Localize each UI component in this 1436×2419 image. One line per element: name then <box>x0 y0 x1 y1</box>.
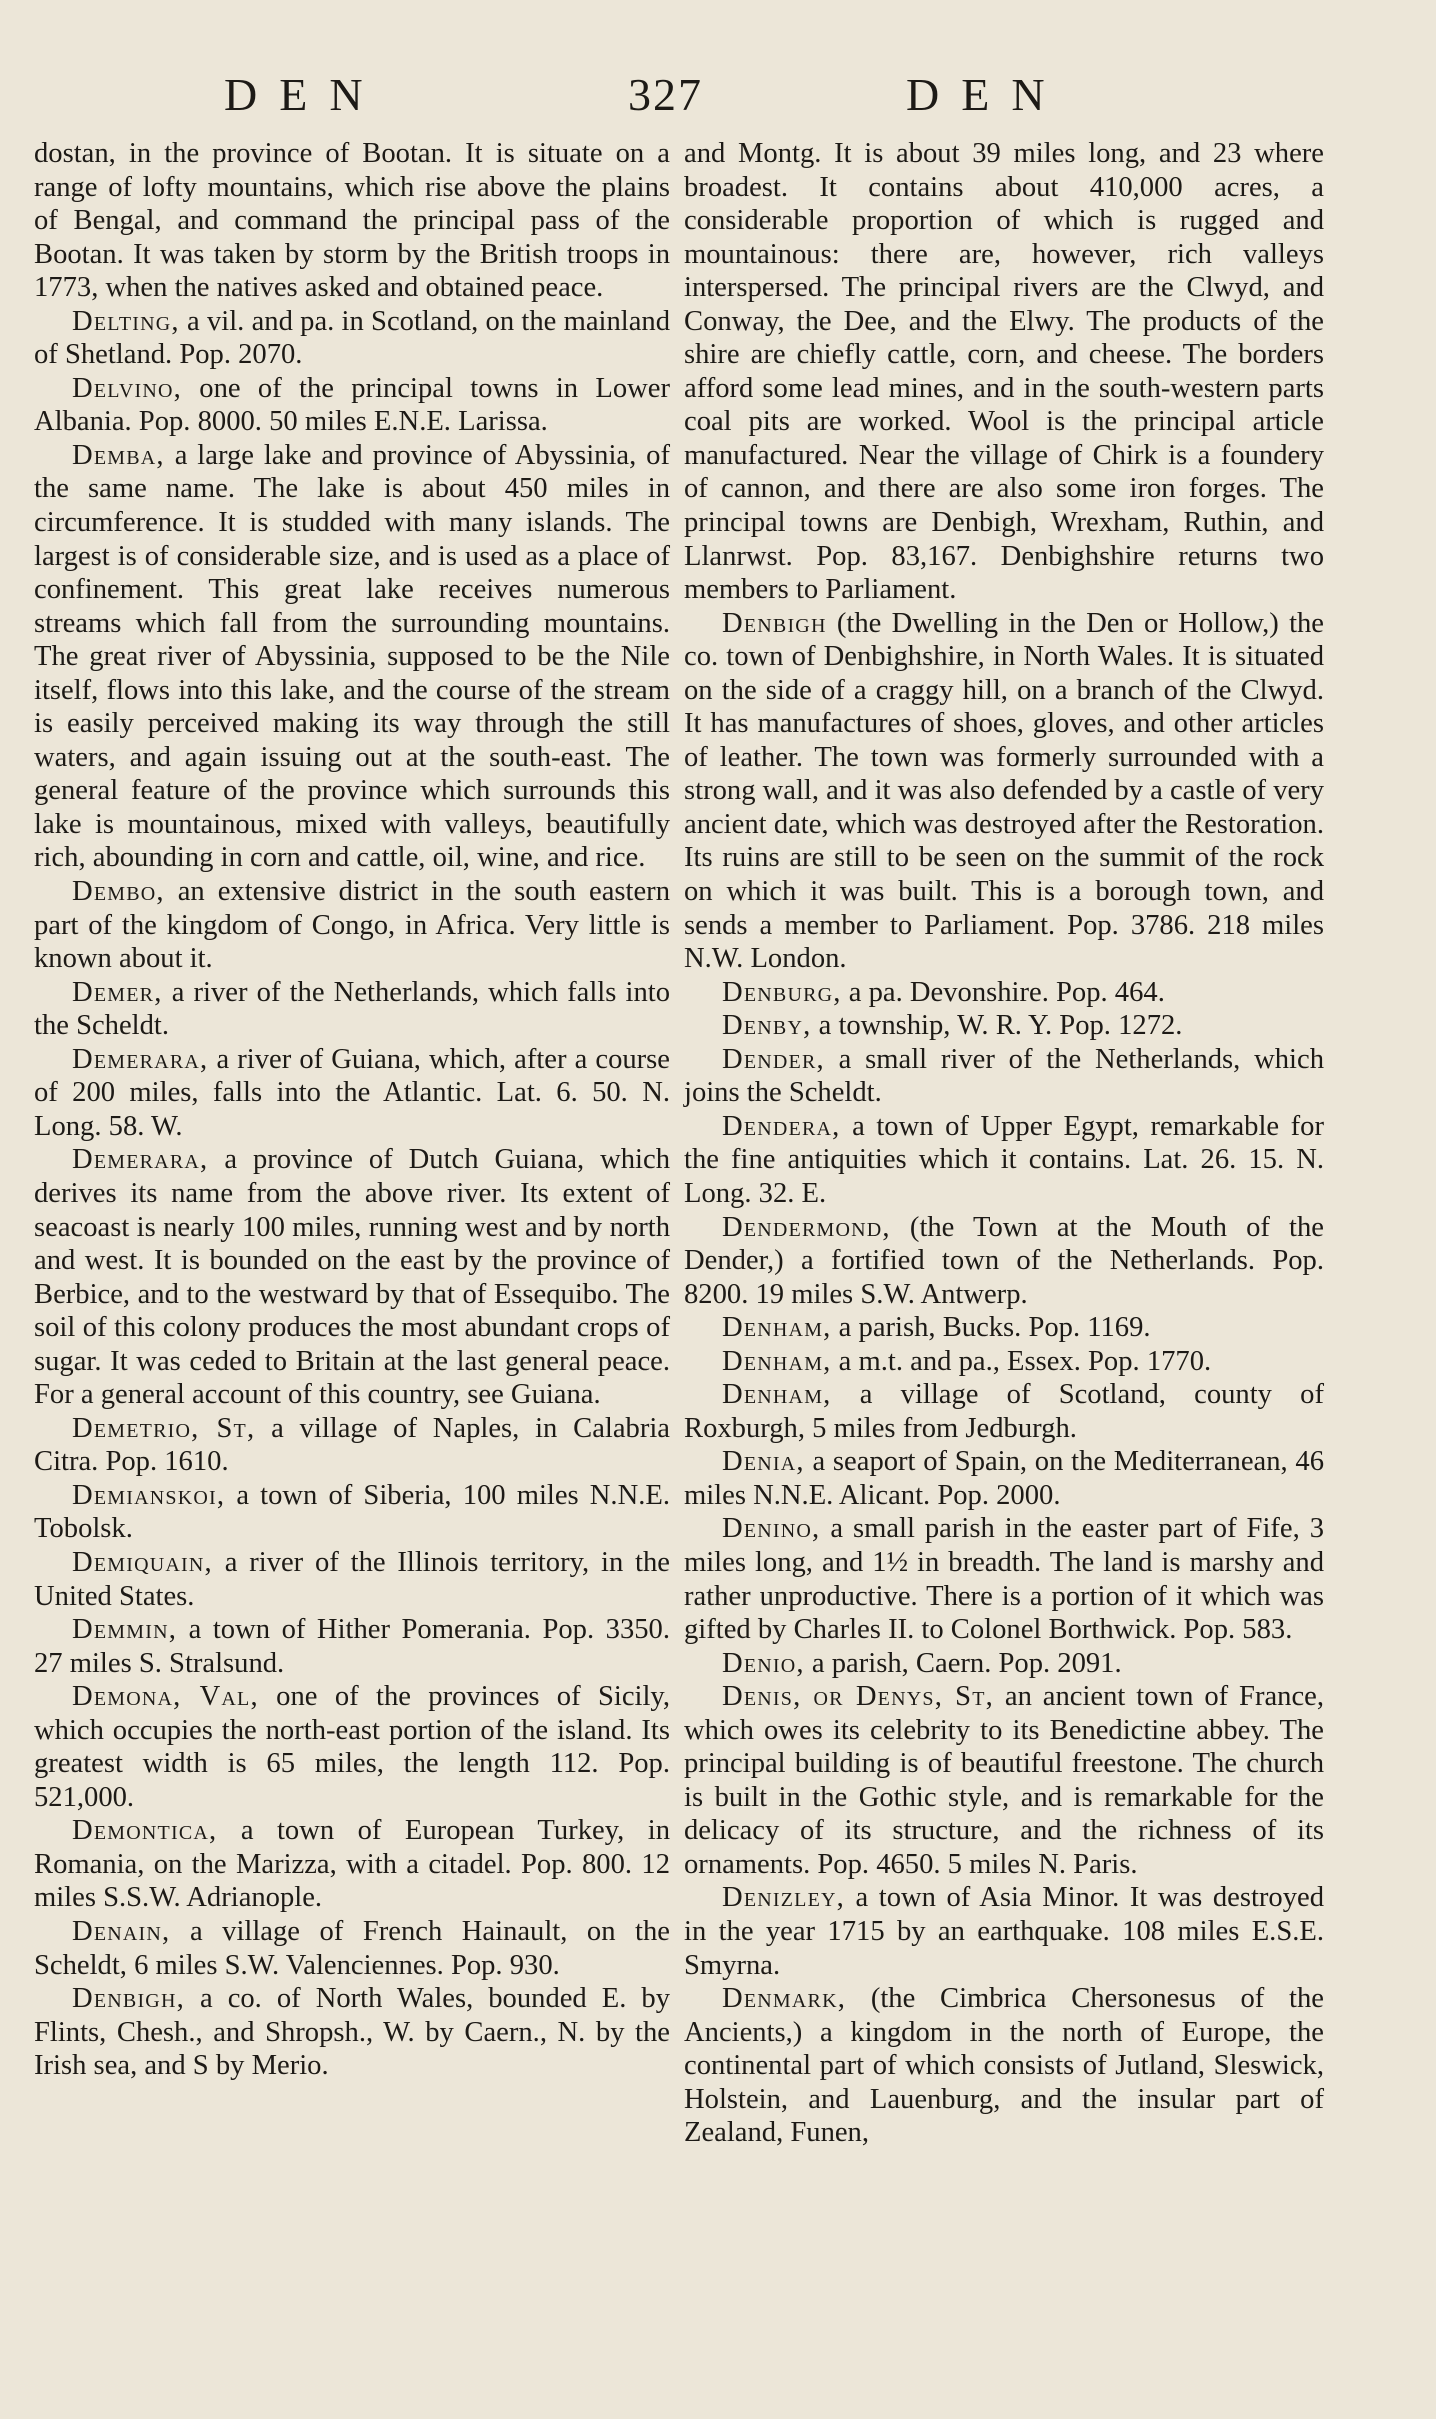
gazetteer-entry <box>34 372 670 439</box>
entry-headword: Denia, <box>722 1446 805 1478</box>
entry-headword: Denain, <box>72 1915 171 1947</box>
gazetteer-entry <box>684 1110 1324 1211</box>
gazetteer-entry <box>34 1982 670 2083</box>
entry-headword: Delting, <box>72 305 180 337</box>
gazetteer-entry <box>34 1143 670 1411</box>
gazetteer-entry <box>34 1043 670 1144</box>
gazetteer-entry <box>34 976 670 1043</box>
entry-text: (the Town at the Mouth of the Dender,) a fortified town of the Netherlands. Pop. 8200. 19 miles S.W. Antwerp. <box>684 1211 1324 1310</box>
entry-headword: Dendermond, <box>722 1211 891 1243</box>
gazetteer-entry <box>34 1680 670 1814</box>
header-right-word: DEN <box>906 69 1067 120</box>
entry-text: a large lake and province of Abyssinia, of the same name. The lake is about 450 miles in circumference. It is studded with many islands. The largest is of considerable size, and is used as a place of confinement. This great lake receives numerous streams which fall from the surrounding mountains. The great river of Abyssinia, supposed to be the Nile itself, flows into this lake, and the course of the stream is easily perceived making its way through the still waters, and again issuing out at the south-east. The general feature of the province which surrounds this lake is mountainous, mixed with valleys, beautifully rich, abounding in corn and cattle, oil, wine, and rice. <box>34 439 670 874</box>
entry-text: a town of Upper Egypt, remarkable for the fine antiquities which it contains. Lat. 26. 15. N. Long. 32. E. <box>684 1110 1324 1209</box>
gazetteer-entry <box>684 1043 1324 1110</box>
entry-text: a parish, Caern. Pop. 2091. <box>804 1647 1122 1679</box>
gazetteer-entry <box>684 1378 1324 1445</box>
entry-text: a co. of North Wales, bounded E. by Flints, Chesh., and Shropsh., W. by Caern., N. by the Irish sea, and S by Merio. <box>34 1983 670 2082</box>
gazetteer-entry <box>684 976 1324 1010</box>
entry-headword: Denbigh <box>722 607 827 639</box>
entry-text: a vil. and pa. in Scotland, on the mainland of Shetland. Pop. 2070. <box>34 305 670 371</box>
entry-text: one of the principal towns in Lower Albania. Pop. 8000. 50 miles E.N.E. Larissa. <box>34 372 670 438</box>
entry-headword: Denio, <box>722 1647 805 1679</box>
gazetteer-entry <box>34 1613 670 1680</box>
left-column <box>34 137 670 2083</box>
running-header <box>0 68 1436 128</box>
gazetteer-entry <box>684 1647 1324 1681</box>
entry-text: a village of Scotland, county of Roxburgh, 5 miles from Jedburgh. <box>684 1379 1324 1444</box>
entry-text: a town of European Turkey, in Romania, on the Marizza, with a citadel. Pop. 800. 12 miles S.S.W. Adrianople. <box>34 1815 670 1914</box>
entry-headword: Demontica, <box>72 1815 218 1847</box>
entry-text: dostan, in the province of Bootan. It is situate on a range of lofty mountains, which rise above the plains of Bengal, and command the principal pass of the Bootan. It was taken by storm by the British troops in 1773, when the natives asked and obtained peace. <box>34 138 670 304</box>
gazetteer-entry <box>34 1814 670 1915</box>
entry-headword: Demmin, <box>72 1614 178 1646</box>
entry-headword: Denham, <box>722 1379 832 1411</box>
entry-headword: Denbigh, <box>72 1983 185 2015</box>
entry-text: an extensive district in the south eastern part of the kingdom of Congo, in Africa. Very little is known about it. <box>34 876 670 975</box>
entry-text: a town of Asia Minor. It was destroyed in the year 1715 by an earthquake. 108 miles E.S.E. Smyrna. <box>684 1882 1324 1981</box>
entry-headword: Demerara, <box>72 1043 209 1075</box>
gazetteer-entry <box>684 1881 1324 1982</box>
entry-headword: Dender, <box>722 1043 825 1075</box>
entry-text: and Montg. It is about 39 miles long, and 23 where broadest. It contains about 410,000 acres, a considerable proportion of which is rugged and mountainous: there are, however, rich valleys interspersed. The principal rivers are the Clwyd, and Conway, the Dee, and the Elwy. The products of the shire are chiefly cattle, corn, and cheese. The borders afford some lead mines, and in the south-western parts coal pits are worked. Wool is the principal article manufactured. Near the village of Chirk is a foundery of cannon, and there are also some iron forges. The principal towns are Denbigh, Wrexham, Ruthin, and Llanrwst. Pop. 83,167. Denbighshire returns two members to Parliament. <box>684 138 1324 606</box>
gazetteer-entry <box>34 1479 670 1546</box>
gazetteer-entry <box>34 1546 670 1613</box>
gazetteer-entry <box>684 607 1324 976</box>
entry-headword: Dembo, <box>72 876 165 908</box>
gazetteer-entry <box>34 875 670 976</box>
entry-text: a township, W. R. Y. Pop. 1272. <box>811 1010 1183 1042</box>
header-left-word: DEN <box>224 69 385 120</box>
entry-headword: Denburg, <box>722 976 842 1008</box>
entry-text: (the Dwelling in the Den or Hollow,) the co. town of Denbighshire, in North Wales. It is situated on the side of a craggy hill, on a branch of the Clwyd. It has manufactures of shoes, gloves, and other articles of leather. The town was formerly surrounded with a strong wall, and it was also defended by a castle of very ancient date, which was destroyed after the Restoration. Its ruins are still to be seen on the summit of the rock on which it was built. This is a borough town, and sends a member to Parliament. Pop. 3786. 218 miles N.W. London. <box>684 607 1324 975</box>
entry-text: one of the provinces of Sicily, which occupies the north-east portion of the island. Its greatest width is 65 miles, the length 112. Pop. 521,000. <box>34 1681 670 1813</box>
entry-headword: Demona, Val, <box>72 1681 259 1713</box>
entry-text: a parish, Bucks. Pop. 1169. <box>831 1312 1151 1344</box>
entry-headword: Demetrio, St, <box>72 1412 256 1444</box>
entry-headword: Denby, <box>722 1010 812 1042</box>
gazetteer-entry <box>34 439 670 875</box>
entry-text: a m.t. and pa., Essex. Pop. 1770. <box>831 1345 1212 1377</box>
entry-headword: Dendera, <box>722 1110 841 1142</box>
right-column <box>684 137 1324 2150</box>
entry-headword: Demianskoi, <box>72 1479 226 1511</box>
gazetteer-entry <box>34 1412 670 1479</box>
gazetteer-entry <box>684 137 1324 607</box>
gazetteer-entry <box>684 1512 1324 1646</box>
entry-text: a small river of the Netherlands, which joins the Scheldt. <box>684 1043 1324 1109</box>
gazetteer-entry <box>684 1680 1324 1881</box>
entry-headword: Denmark, <box>722 1983 847 2015</box>
entry-text: a province of Dutch Guiana, which derives its name from the above river. Its extent of seacoast is nearly 100 miles, running west and by north and west. It is bounded on the east by the province of Berbice, and to the westward by that of Essequibo. The soil of this colony produces the most abundant crops of sugar. It was ceded to Britain at the last general peace. For a general account of this country, see Guiana. <box>34 1144 670 1411</box>
entry-text: a river of the Illinois territory, in the United States. <box>34 1546 670 1612</box>
gazetteer-entry <box>684 1982 1324 2150</box>
entry-headword: Delvino, <box>72 372 182 404</box>
entry-text: (the Cimbrica Chersonesus of the Ancients,) a kingdom in the north of Europe, the continental part of which consists of Jutland, Sleswick, Holstein, and Lauenburg, and the insular part of Zealand, Funen, <box>684 1983 1324 2149</box>
entry-text: a pa. Devonshire. Pop. 464. <box>841 976 1165 1008</box>
entry-headword: Demiquain, <box>72 1546 213 1578</box>
gazetteer-entry <box>684 1211 1324 1312</box>
entry-text: a village of French Hainault, on the Scheldt, 6 miles S.W. Valenciennes. Pop. 930. <box>34 1915 670 1981</box>
entry-headword: Demerara, <box>72 1144 209 1176</box>
gazetteer-entry <box>34 137 670 305</box>
entry-headword: Denham, <box>722 1312 832 1344</box>
entry-headword: Denizley, <box>722 1882 846 1914</box>
gazetteer-entry <box>34 305 670 372</box>
entry-text: an ancient town of France, which owes its celebrity to its Benedictine abbey. The principal building is of beautiful freestone. The church is built in the Gothic style, and is remarkable for the delicacy of its structure, and the richness of its ornaments. Pop. 4650. 5 miles N. Paris. <box>684 1681 1324 1880</box>
entry-headword: Demer, <box>72 976 163 1008</box>
gazetteer-entry <box>684 1311 1324 1345</box>
gazetteer-entry <box>684 1445 1324 1512</box>
gazetteer-entry <box>684 1009 1324 1043</box>
entry-text: a small parish in the easter part of Fife, 3 miles long, and 1½ in breadth. The land is marshy and rather unproductive. There is a portion of it which was gifted by Charles II. to Colonel Borthwick. Pop. 583. <box>684 1513 1324 1646</box>
entry-headword: Denino, <box>722 1513 821 1545</box>
page-number: 327 <box>628 69 703 120</box>
gazetteer-entry <box>34 1915 670 1982</box>
entry-text: a town of Siberia, 100 miles N.N.E. Tobolsk. <box>34 1479 670 1545</box>
entry-text: a river of the Netherlands, which falls into the Scheldt. <box>34 976 670 1042</box>
entry-text: a river of Guiana, which, after a course of 200 miles, falls into the Atlantic. Lat. 6. 50. N. Long. 58. W. <box>34 1043 670 1142</box>
entry-headword: Demba, <box>72 439 165 471</box>
entry-headword: Denis, or Denys, St, <box>722 1681 995 1713</box>
entry-text: a town of Hither Pomerania. Pop. 3350. 27 miles S. Stralsund. <box>34 1614 670 1679</box>
entry-headword: Denham, <box>722 1345 832 1377</box>
gazetteer-entry <box>684 1345 1324 1379</box>
entry-text: a seaport of Spain, on the Mediterranean, 46 miles N.N.E. Alicant. Pop. 2000. <box>684 1446 1324 1511</box>
entry-text: a village of Naples, in Calabria Citra. Pop. 1610. <box>34 1412 670 1478</box>
